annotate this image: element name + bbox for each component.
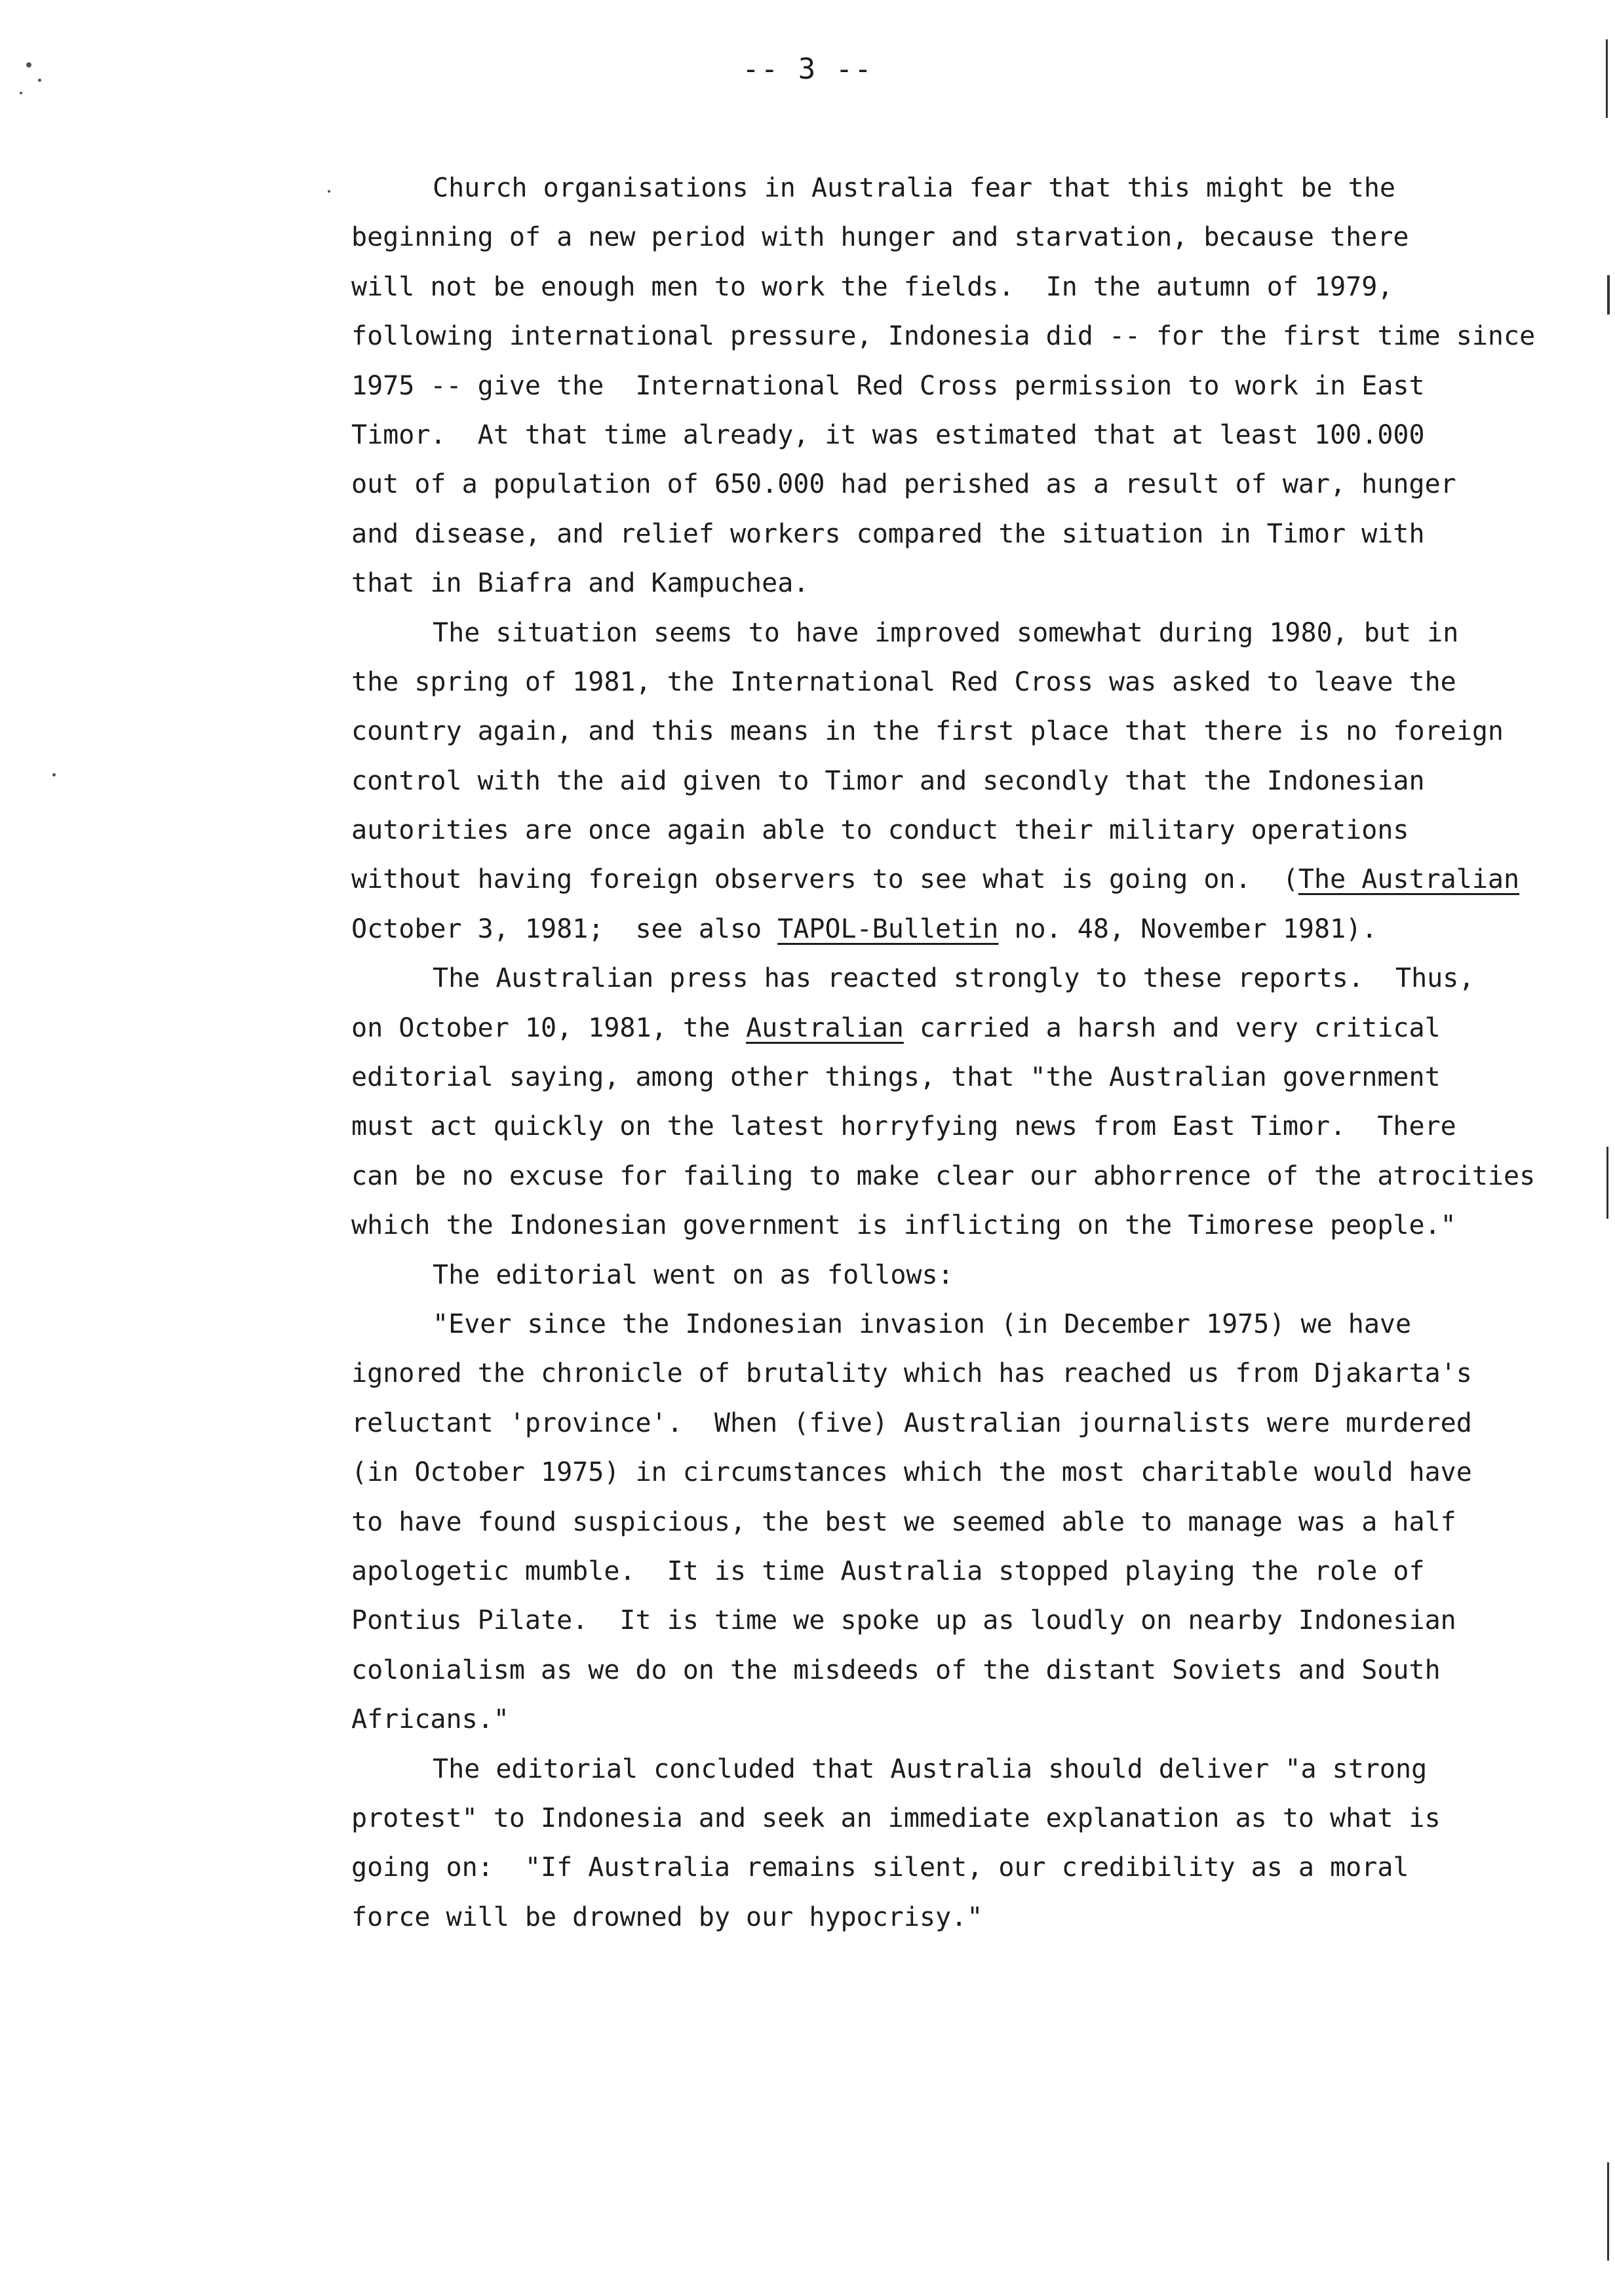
text-segment: editorial saying, among other things, that "the Australian government [351, 1062, 1441, 1093]
text-line [351, 1794, 1597, 1843]
text-line [351, 757, 1597, 806]
text-segment: Timor. At that time already, it was estimated that at least 100.000 [351, 419, 1425, 450]
scan-edge-mark [1607, 2162, 1609, 2261]
text-segment: protest" to Indonesia and seek an immediate explanation as to what is [351, 1803, 1441, 1833]
text-segment: on October 10, 1981, the [351, 1012, 747, 1043]
text-segment: to have found suspicious, the best we seemed able to manage was a half [351, 1506, 1456, 1537]
scan-speck [38, 79, 41, 82]
scan-speck [52, 773, 56, 776]
text-segment: and disease, and relief workers compared the situation in Timor with [351, 518, 1425, 549]
text-line [351, 1300, 1597, 1349]
text-line [351, 1102, 1597, 1151]
text-segment: "Ever since the Indonesian invasion (in December 1975) we have [433, 1309, 1412, 1339]
text-segment: autorities are once again able to conduct their military operations [351, 815, 1409, 846]
text-line [351, 559, 1597, 608]
text-line [351, 1843, 1597, 1892]
text-line [351, 1004, 1597, 1053]
text-segment: ignored the chronicle of brutality which has reached us from Djakarta's [351, 1358, 1472, 1389]
text-line [351, 806, 1597, 855]
text-line [351, 1399, 1597, 1448]
text-segment: 1975 -- give the International Red Cross permission to work in East [351, 370, 1425, 401]
text-line [351, 707, 1597, 756]
scan-edge-mark [1606, 39, 1608, 118]
text-segment: colonialism as we do on the misdeeds of the distant Soviets and South [351, 1655, 1441, 1685]
text-segment: Africans." [351, 1704, 509, 1735]
text-segment: must act quickly on the latest horryfying news from East Timor. There [351, 1111, 1456, 1142]
text-segment: out of a population of 650.000 had perished as a result of war, hunger [351, 469, 1456, 500]
text-segment: the spring of 1981, the International Red Cross was asked to leave the [351, 666, 1456, 697]
text-segment: The Australian press has reacted strongly to these reports. Thus, [433, 963, 1475, 994]
text-segment: will not be enough men to work the fields. In the autumn of 1979, [351, 271, 1393, 302]
text-line [351, 1053, 1597, 1102]
text-line [351, 362, 1597, 411]
text-segment: control with the aid given to Timor and secondly that the Indonesian [351, 765, 1425, 796]
text-line [351, 312, 1597, 361]
text-line [351, 855, 1597, 904]
text-segment: following international pressure, Indonesia did -- for the first time since [351, 321, 1536, 352]
scan-speck [20, 92, 22, 94]
text-segment: can be no excuse for failing to make clear our abhorrence of the atrocities [351, 1160, 1536, 1191]
text-segment: that in Biafra and Kampuchea. [351, 568, 809, 599]
text-line [351, 510, 1597, 559]
underlined-title: Australian [746, 1012, 904, 1043]
text-segment: carried a harsh and very critical [903, 1012, 1441, 1043]
text-line [351, 1695, 1597, 1744]
text-segment: (in October 1975) in circumstances which the most charitable would have [351, 1457, 1472, 1488]
text-line [351, 1349, 1597, 1398]
document-body [351, 164, 1597, 1942]
text-line [351, 164, 1597, 213]
text-segment: country again, and this means in the first place that there is no foreign [351, 716, 1504, 747]
text-segment: no. 48, November 1981). [998, 913, 1378, 944]
text-segment: The situation seems to have improved somewhat during 1980, but in [433, 617, 1459, 648]
text-line [351, 1893, 1597, 1942]
text-line [351, 1448, 1597, 1497]
text-segment: Pontius Pilate. It is time we spoke up as loudly on nearby Indonesian [351, 1605, 1456, 1636]
page-number: -- 3 -- [742, 52, 873, 86]
underlined-title: The Australian [1298, 864, 1520, 895]
text-line [351, 1596, 1597, 1645]
text-segment: going on: "If Australia remains silent, our credibility as a moral [351, 1852, 1409, 1883]
text-line [351, 658, 1597, 707]
text-line [351, 1201, 1597, 1250]
text-line [351, 954, 1597, 1003]
underlined-title: TAPOL-Bulletin [777, 913, 999, 944]
text-segment: The editorial concluded that Australia should deliver "a strong [433, 1753, 1428, 1784]
scan-speck [328, 190, 330, 193]
text-line [351, 1547, 1597, 1596]
text-segment: Church organisations in Australia fear that this might be the [433, 173, 1396, 203]
text-line [351, 1745, 1597, 1794]
text-line [351, 1251, 1597, 1300]
scan-edge-mark [1607, 275, 1610, 315]
text-segment: The editorial went on as follows: [433, 1259, 954, 1290]
text-segment: force will be drowned by our hypocrisy." [351, 1902, 983, 1932]
text-segment: apologetic mumble. It is time Australia stopped playing the role of [351, 1556, 1425, 1586]
text-line [351, 263, 1597, 312]
text-line [351, 411, 1597, 460]
scan-edge-mark [1606, 1147, 1608, 1219]
text-segment: beginning of a new period with hunger and starvation, because there [351, 222, 1409, 253]
text-line [351, 1152, 1597, 1201]
text-line [351, 609, 1597, 658]
text-line [351, 460, 1597, 509]
text-segment: October 3, 1981; see also [351, 913, 778, 944]
text-segment: reluctant 'province'. When (five) Australian journalists were murdered [351, 1407, 1472, 1438]
text-segment: without having foreign observers to see what is going on. ( [351, 864, 1298, 895]
text-line [351, 1646, 1597, 1695]
text-line [351, 905, 1597, 954]
text-line [351, 1498, 1597, 1547]
text-line [351, 213, 1597, 262]
text-segment: which the Indonesian government is inflicting on the Timorese people." [351, 1210, 1456, 1241]
scan-speck [26, 62, 31, 67]
